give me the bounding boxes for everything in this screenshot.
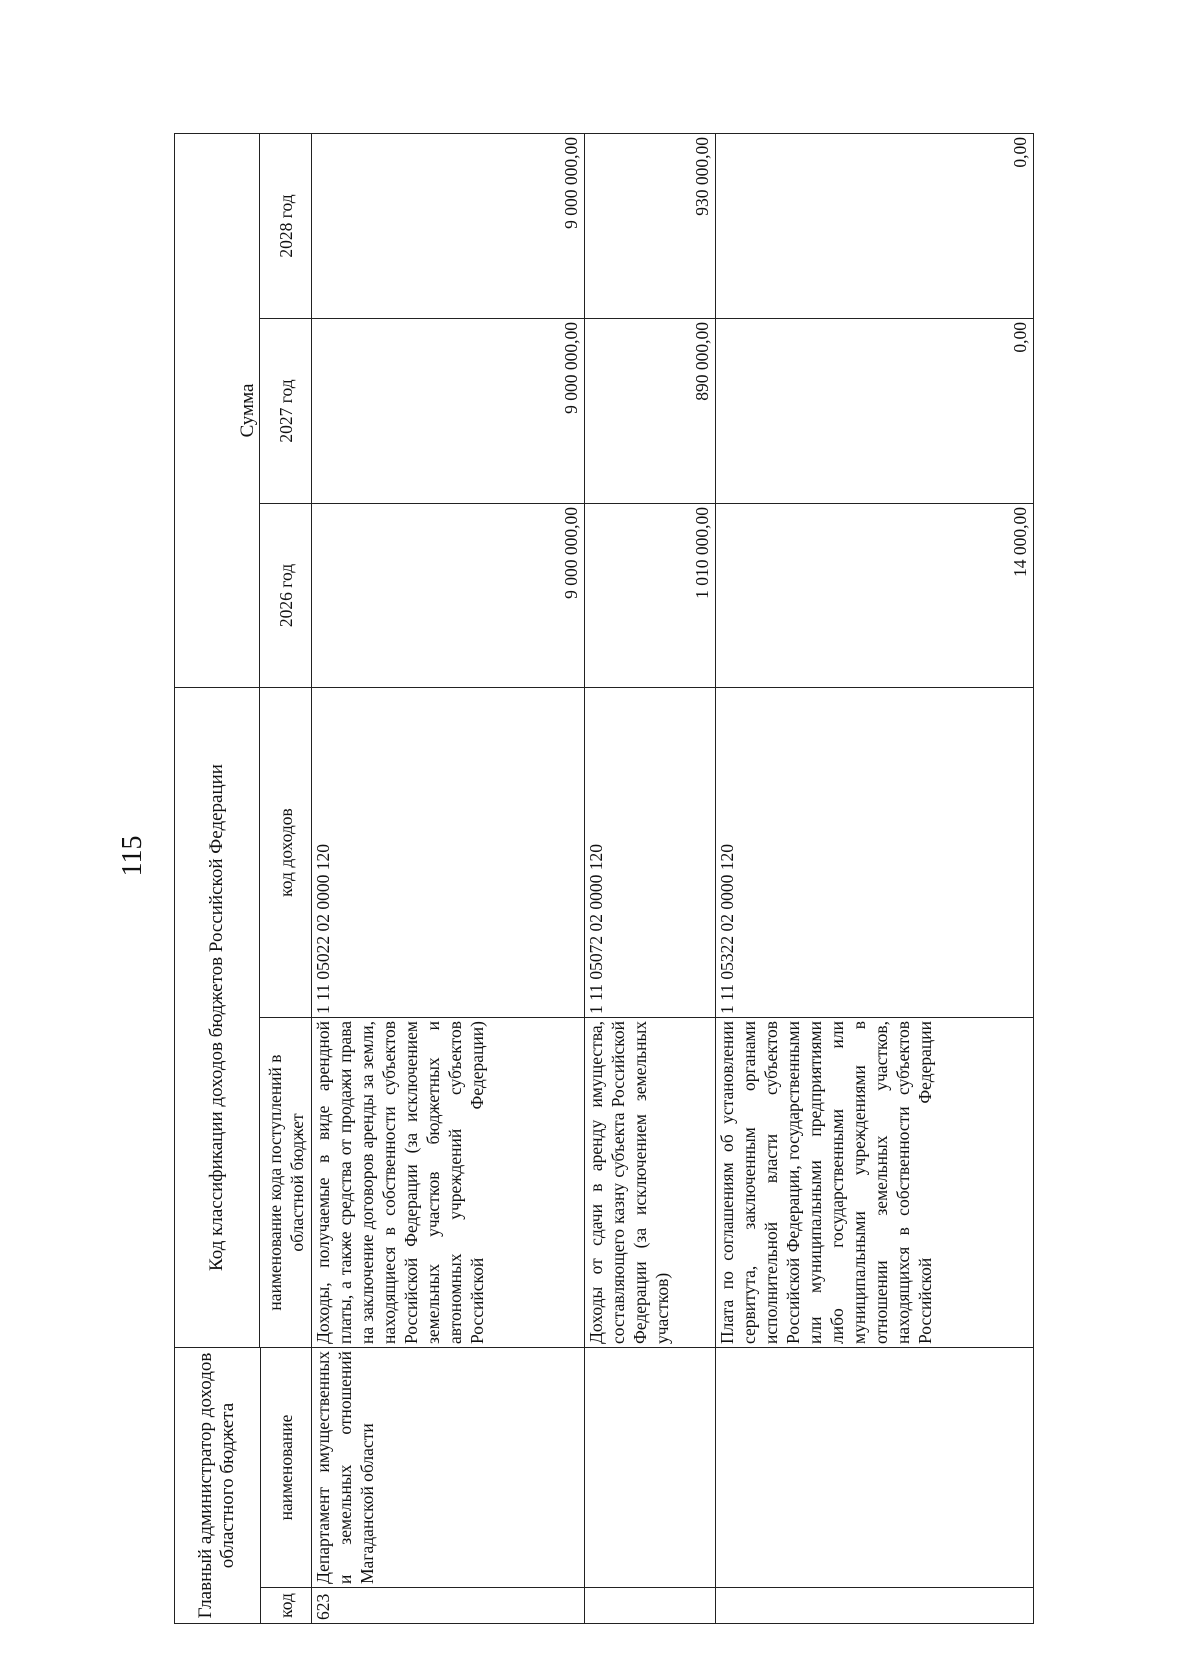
row-sum-2027: 9 000 000,00 (312, 319, 585, 504)
row-admin-name (716, 1348, 1034, 1588)
table-row (716, 133, 1034, 1623)
row-admin-name: Департамент имущественных и земельных отношений Магаданской области (312, 1348, 585, 1588)
row-income-code: 1 11 05022 02 0000 120 (312, 688, 585, 1018)
rotated-table-container (174, 134, 1034, 1624)
row-sum-2026: 1 010 000,00 (584, 504, 715, 688)
row-income-code: 1 11 05072 02 0000 120 (584, 688, 715, 1018)
header-admin-group: Главный администратор доходов областного бюджета (175, 1348, 261, 1624)
row-sum-2028: 0,00 (716, 133, 1034, 318)
header-year-2028: 2028 год (259, 133, 311, 318)
row-admin-name (584, 1348, 715, 1588)
header-classification-group: Код классификации доходов бюджетов Российской Федерации (175, 688, 260, 1348)
row-income-name: Доходы от сдачи в аренду имущества, составляющего казну субъекта Российской Федерации (за исключением земельных участков) (584, 1018, 715, 1348)
header-admin-name: наименование (260, 1348, 311, 1588)
row-admin-code (716, 1588, 1034, 1624)
row-income-name: Плата по соглашениям об установлении сервитута, заключенным органами исполнительной власти субъектов Российской Федерации, государственными или муниципальными предприятиями либо государственными или муниципальными учреждениями в отношении земельных участков, находящихся в собственности субъектов Российской Федерации (716, 1018, 1034, 1348)
header-year-2027: 2027 год (259, 319, 311, 504)
row-sum-2027: 890 000,00 (584, 319, 715, 504)
income-table (174, 133, 1034, 1624)
header-income-name: наименование кода поступлений в областной бюджет (259, 1018, 311, 1348)
header-income-code: код доходов (259, 688, 311, 1018)
row-admin-code (584, 1588, 715, 1624)
row-sum-2028: 9 000 000,00 (312, 133, 585, 318)
page-number: 115 (117, 835, 148, 877)
table-row (584, 133, 715, 1623)
row-admin-code: 623 (312, 1588, 585, 1624)
row-income-name: Доходы, получаемые в виде арендной платы, а также средства от продажи права на заключение договоров аренды за земли, находящиеся в собственности субъектов Российской Федерации (за исключением земельных участков бюджетных и автономных учреждений субъектов Российской Федерации) (312, 1018, 585, 1348)
row-sum-2027: 0,00 (716, 319, 1034, 504)
row-income-code: 1 11 05322 02 0000 120 (716, 688, 1034, 1018)
row-sum-2026: 14 000,00 (716, 504, 1034, 688)
header-year-2026: 2026 год (259, 504, 311, 688)
row-sum-2026: 9 000 000,00 (312, 504, 585, 688)
header-sum-group: Сумма (175, 133, 260, 687)
header-admin-code: код (260, 1588, 311, 1624)
table-row (312, 133, 585, 1623)
row-sum-2028: 930 000,00 (584, 133, 715, 318)
